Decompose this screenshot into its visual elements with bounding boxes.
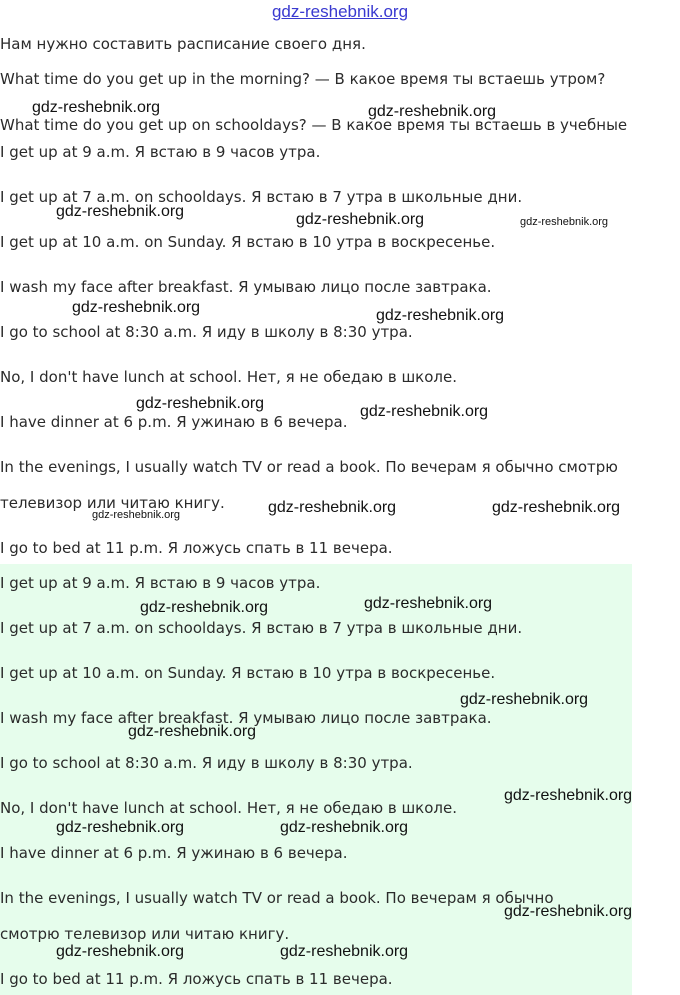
watermark: gdz-reshebnik.org [368,103,497,120]
watermark: gdz-reshebnik.org [268,499,397,516]
watermark: gdz-reshebnik.org [460,691,589,708]
watermark: gdz-reshebnik.org [140,599,269,616]
highlighted-line: I get up at 9 a.m. Я встаю в 9 часов утра. [0,574,321,592]
watermark: gdz-reshebnik.org [504,903,633,920]
highlighted-line: In the evenings, I usually watch TV or read a book. По вечерам я обычно [0,889,554,907]
watermark: gdz-reshebnik.org [56,819,185,836]
watermark: gdz-reshebnik.org [280,943,409,960]
highlighted-line: No, I don't have lunch at school. Нет, я не обедаю в школе. [0,799,457,817]
watermark: gdz-reshebnik.org [136,395,265,412]
watermark: gdz-reshebnik.org [296,211,425,228]
watermark: gdz-reshebnik.org [364,595,493,612]
watermark: gdz-reshebnik.org [504,787,633,804]
answer-line: I get up at 7 a.m. on schooldays. Я встаю в 7 утра в школьные дни. [0,188,523,206]
answer-line: телевизор или читаю книгу. [0,494,225,512]
watermark: gdz-reshebnik.org [128,723,257,740]
highlighted-line: I get up at 7 a.m. on schooldays. Я встаю в 7 утра в школьные дни. [0,619,523,637]
watermark: gdz-reshebnik.org [56,943,185,960]
answer-line: I wash my face after breakfast. Я умываю лицо после завтрака. [0,278,492,296]
answer-line: I go to bed at 11 p.m. Я ложусь спать в 11 вечера. [0,539,393,557]
highlighted-line: I go to bed at 11 p.m. Я ложусь спать в 11 вечера. [0,970,393,988]
highlighted-line: I wash my face after breakfast. Я умываю лицо после завтрака. [0,709,492,727]
watermark: gdz-reshebnik.org [520,216,609,228]
watermark: gdz-reshebnik.org [32,99,161,116]
watermark: gdz-reshebnik.org [280,819,409,836]
highlighted-line: смотрю телевизор или читаю книгу. [0,925,290,943]
answer-line: I get up at 10 a.m. on Sunday. Я встаю в 10 утра в воскресенье. [0,233,496,251]
highlighted-line: I go to school at 8:30 a.m. Я иду в школу в 8:30 утра. [0,754,413,772]
watermark: gdz-reshebnik.org [72,299,201,316]
answer-line: No, I don't have lunch at school. Нет, я не обедаю в школе. [0,368,457,386]
answer-line: I get up at 9 a.m. Я встаю в 9 часов утра. [0,143,321,161]
answer-line: I go to school at 8:30 a.m. Я иду в школу в 8:30 утра. [0,323,413,341]
watermark: gdz-reshebnik.org [92,509,181,521]
watermark: gdz-reshebnik.org [376,307,505,324]
answer-line: I have dinner at 6 p.m. Я ужинаю в 6 вечера. [0,413,348,431]
site-header-link[interactable]: gdz-reshebnik.org [271,2,409,21]
watermark: gdz-reshebnik.org [56,203,185,220]
watermark: gdz-reshebnik.org [492,499,621,516]
watermark: gdz-reshebnik.org [360,403,489,420]
intro-line: What time do you get up on schooldays? — В какое время ты встаешь в учебные [0,116,628,134]
intro-line: Нам нужно составить расписание своего дня. [0,35,366,53]
highlighted-line: I have dinner at 6 p.m. Я ужинаю в 6 вечера. [0,844,348,862]
highlighted-line: I get up at 10 a.m. on Sunday. Я встаю в 10 утра в воскресенье. [0,664,496,682]
answer-line: In the evenings, I usually watch TV or read a book. По вечерам я обычно смотрю [0,458,618,476]
intro-line: What time do you get up in the morning? — В какое время ты встаешь утром? [0,70,606,88]
